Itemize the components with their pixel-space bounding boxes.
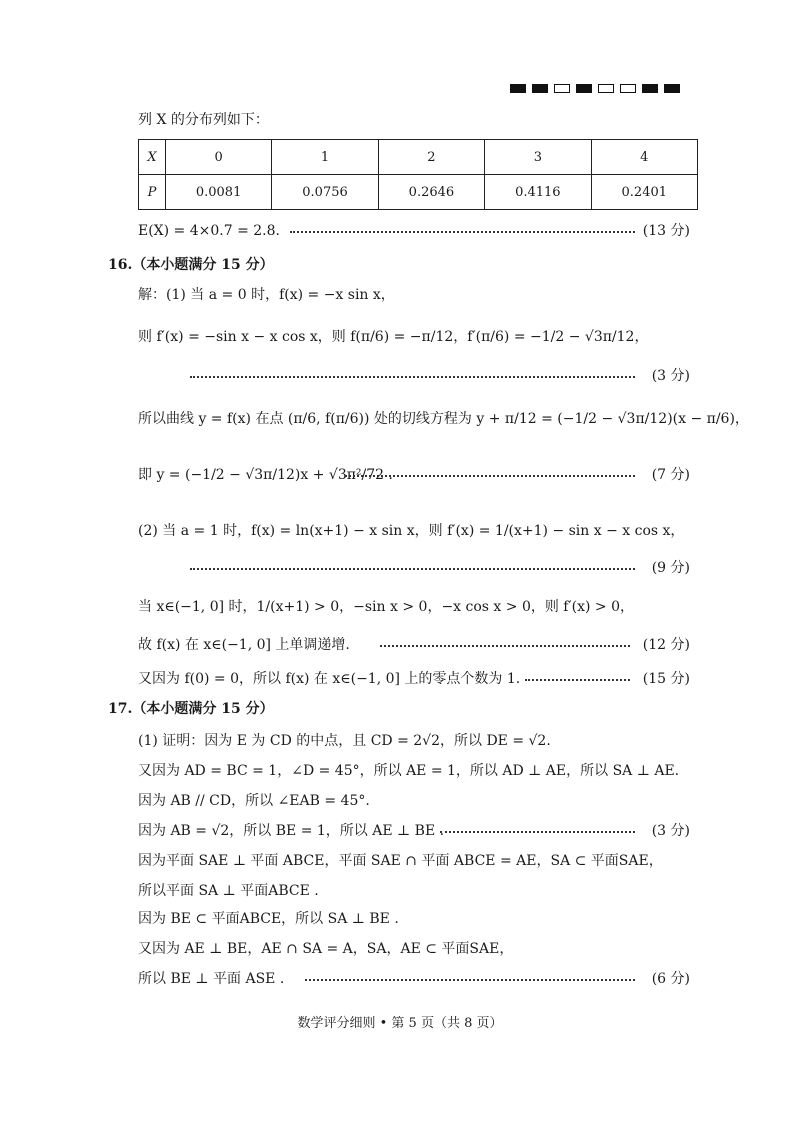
leader-dots — [380, 645, 630, 647]
points-6: (6 分) — [651, 971, 690, 987]
q16-line-7: 故 f(x) 在 x∈(−1, 0] 上单调递增. — [138, 637, 350, 653]
points-13: (13 分) — [642, 223, 690, 239]
q17-line-7: 因为 BE ⊂ 平面ABCE，所以 SA ⊥ BE . — [138, 911, 399, 927]
row-label-x: X — [139, 140, 166, 175]
q16-line-4: 即 y = (−1/2 − √3π/12)x + √3π²/72 . — [138, 467, 393, 483]
p-value: 0.0756 — [272, 175, 378, 210]
row-label-p: P — [139, 175, 166, 210]
header-mark — [532, 84, 548, 93]
q16-line-5: (2) 当 a = 1 时，f(x) = ln(x+1) − x sin x，则 f′(x) = 1/(x+1) − sin x − x cos x， — [138, 523, 685, 539]
q16-line-3: 所以曲线 y = f(x) 在点 (π/6, f(π/6)) 处的切线方程为 y + π/12 = (−1/2 − √3π/12)(x − π/6)， — [138, 411, 749, 427]
points-9: (9 分) — [651, 560, 690, 576]
x-value: 1 — [272, 140, 378, 175]
q17-line-5: 因为平面 SAE ⊥ 平面 ABCE，平面 SAE ∩ 平面 ABCE = AE，SA ⊂ 平面SAE， — [138, 853, 663, 869]
p-value: 0.0081 — [165, 175, 271, 210]
q17-line-9: 所以 BE ⊥ 平面 ASE . — [138, 971, 285, 987]
header-mark — [664, 84, 680, 93]
expectation-line: E(X) = 4×0.7 = 2.8. — [138, 223, 280, 239]
q16-line-2: 则 f′(x) = −sin x − x cos x，则 f(π/6) = −π/12，f′(π/6) = −1/2 − √3π/12， — [138, 329, 649, 345]
distribution-intro: 列 X 的分布列如下： — [138, 112, 269, 128]
leader-dots — [440, 831, 635, 833]
header-mark — [554, 84, 570, 93]
table-row — [139, 140, 698, 175]
header-marks — [510, 84, 680, 95]
q17-line-4: 因为 AB = √2，所以 BE = 1，所以 AE ⊥ BE . — [138, 823, 445, 839]
table-row — [139, 175, 698, 210]
header-mark — [510, 84, 526, 93]
q17-line-6: 所以平面 SA ⊥ 平面ABCE . — [138, 883, 319, 899]
leader-dots — [290, 231, 635, 233]
leader-dots — [305, 979, 635, 981]
x-value: 3 — [485, 140, 591, 175]
points-12: (12 分) — [642, 637, 690, 653]
q16-line-8: 又因为 f(0) = 0，所以 f(x) 在 x∈(−1, 0] 上的零点个数为 1. — [138, 671, 521, 687]
q16-title: 16.（本小题满分 15 分） — [108, 257, 274, 273]
header-mark — [576, 84, 592, 93]
page-footer: 数学评分细则 • 第 5 页（共 8 页） — [297, 1016, 503, 1031]
x-value: 2 — [378, 140, 484, 175]
q17-line-8: 又因为 AE ⊥ BE，AE ∩ SA = A，SA，AE ⊂ 平面SAE， — [138, 941, 514, 957]
q17-line-2: 又因为 AD = BC = 1，∠D = 45°，所以 AE = 1，所以 AD ⊥ AE，所以 SA ⊥ AE. — [138, 763, 680, 779]
q16-line-1: 解：(1) 当 a = 0 时，f(x) = −x sin x， — [138, 287, 395, 303]
q16-line-6: 当 x∈(−1, 0] 时，1/(x+1) > 0，−sin x > 0，−x cos x > 0，则 f′(x) > 0， — [138, 599, 635, 615]
q17-line-1: (1) 证明：因为 E 为 CD 的中点，且 CD = 2√2，所以 DE = √2. — [138, 733, 551, 749]
p-value: 0.4116 — [485, 175, 591, 210]
header-mark — [642, 84, 658, 93]
q17-line-3: 因为 AB // CD，所以 ∠EAB = 45°. — [138, 793, 370, 809]
p-value: 0.2646 — [378, 175, 484, 210]
leader-dots — [190, 568, 635, 570]
points-3b: (3 分) — [651, 823, 690, 839]
leader-dots — [190, 376, 635, 378]
q17-title: 17.（本小题满分 15 分） — [108, 701, 274, 717]
points-7: (7 分) — [651, 467, 690, 483]
x-value: 0 — [165, 140, 271, 175]
p-value: 0.2401 — [591, 175, 697, 210]
header-mark — [620, 84, 636, 93]
points-15: (15 分) — [642, 671, 690, 687]
header-mark — [598, 84, 614, 93]
leader-dots — [525, 679, 630, 681]
points-3: (3 分) — [651, 368, 690, 384]
leader-dots — [345, 475, 635, 477]
distribution-table — [138, 139, 698, 210]
x-value: 4 — [591, 140, 697, 175]
